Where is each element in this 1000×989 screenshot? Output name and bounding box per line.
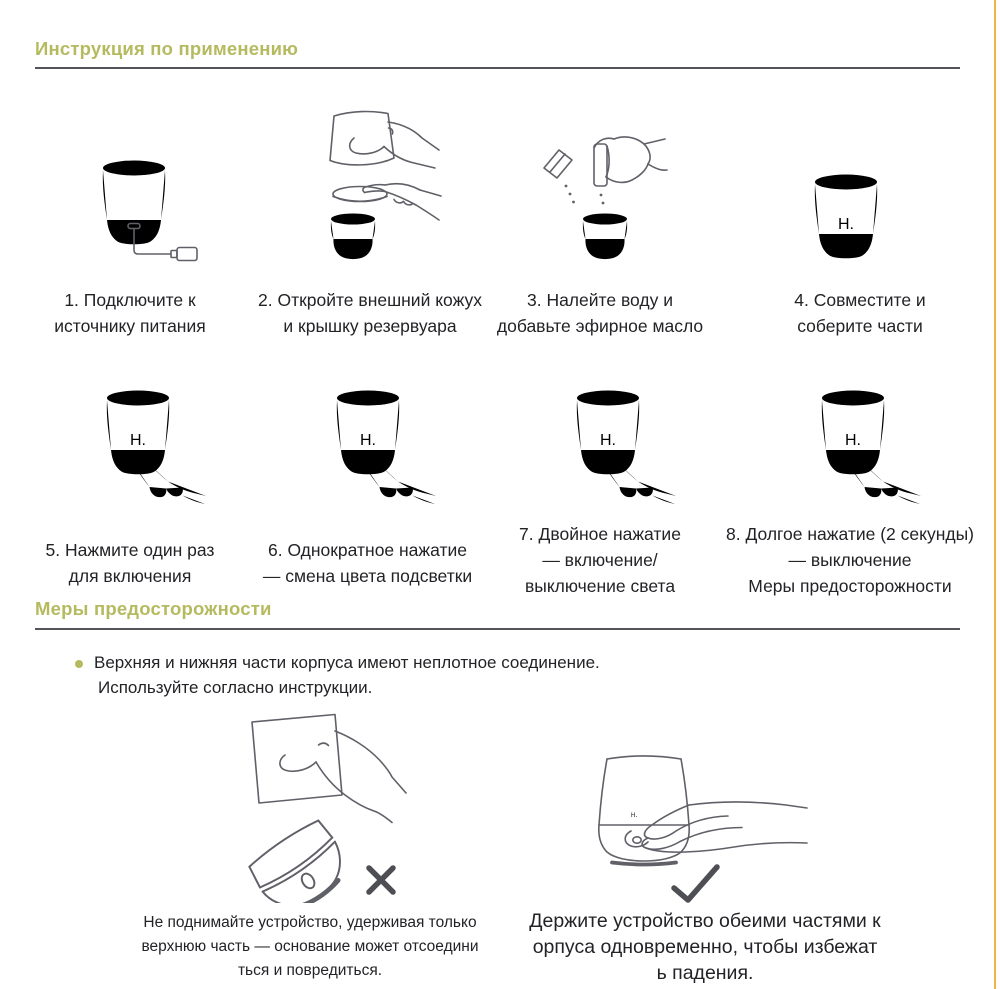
step-8-figure-long-press	[807, 388, 925, 508]
page-right-edge-line	[994, 0, 996, 989]
falling-base-unit	[245, 817, 355, 903]
wrong-handling-figure	[222, 698, 422, 903]
caption-line: 4. Совместите и	[794, 290, 926, 310]
caption-line: 1. Подключите к	[64, 290, 196, 310]
usb-plug-neck	[171, 251, 177, 258]
section-precautions-divider	[35, 628, 960, 630]
step-4-caption	[745, 287, 975, 339]
caption-line: 8. Долгое нажатие (2 секунды)	[725, 524, 975, 544]
caption-line: Держите устройство обеими частями к	[529, 910, 881, 932]
caption-line: — включение/	[542, 550, 658, 570]
caption-line: Меры предосторожности	[748, 576, 952, 596]
section-usage-title: Инструкция по применению	[35, 38, 299, 59]
caption-line: 7. Двойное нажатие	[519, 524, 681, 544]
caption-line: орпуса одновременно, чтобы избежат	[532, 936, 878, 958]
device-logo-label: H.	[630, 812, 638, 819]
right-handling-figure	[574, 748, 809, 910]
caption-line: источнику питания	[54, 316, 206, 336]
caption-line: Не поднимайте устройство, удерживая только	[143, 914, 477, 931]
caption-line: 2. Откройте внешний кожух	[258, 290, 482, 310]
step-7-caption	[495, 521, 705, 599]
step-1-figure-diffuser-with-power-cable	[88, 158, 208, 266]
caption-line: добавьте эфирное масло	[496, 316, 704, 336]
caption-line: соберите части	[797, 316, 923, 336]
caption-line: верхнюю часть — основание может отсоедини	[141, 938, 479, 955]
step-1-caption	[25, 287, 235, 339]
outer-cover	[252, 715, 342, 804]
step-6-figure-single-press	[322, 388, 440, 508]
section-usage-divider	[35, 67, 960, 69]
caption-line: — выключение	[788, 550, 912, 570]
step-3-figure-pour-water-add-oil	[528, 132, 670, 264]
section-precautions-title: Меры предосторожности	[35, 598, 272, 619]
step-8-caption	[710, 521, 990, 599]
caption-line: 3. Налейте воду и	[526, 290, 673, 310]
holding-hand	[689, 802, 807, 808]
step-5-caption	[30, 537, 230, 589]
precaution-bullet-text	[94, 650, 600, 700]
step-2-caption	[243, 287, 497, 339]
step-6-caption	[245, 537, 490, 589]
essential-oil-bottle	[594, 144, 607, 186]
wrong-handling-caption	[110, 911, 510, 983]
base-unit	[331, 214, 375, 260]
base-unit	[583, 214, 627, 260]
caption-line: 6. Однократное нажатие	[267, 540, 467, 560]
outer-cover	[330, 111, 394, 164]
x-mark-icon	[369, 868, 393, 892]
caption-line: ь падения.	[656, 962, 754, 984]
bullet-line: Верхняя и нижняя части корпуса имеют неплотное соединение.	[94, 653, 600, 672]
water-sachet	[544, 150, 572, 178]
usb-plug-icon	[177, 248, 197, 261]
step-7-figure-double-press	[562, 388, 680, 508]
hand-thumb	[350, 138, 384, 154]
bullet-dot	[75, 660, 83, 668]
step-2-figure-open-cover-and-lid	[308, 102, 448, 272]
hand-thumb	[280, 755, 316, 771]
caption-line: 5. Нажмите один раз	[45, 540, 215, 560]
device-body	[607, 756, 681, 759]
right-handling-caption	[505, 908, 905, 986]
caption-line: и крышку резервуара	[283, 316, 457, 336]
caption-line: ться и повредиться.	[237, 962, 383, 979]
caption-line: — смена цвета подсветки	[262, 566, 473, 586]
bullet-line: Используйте согласно инструкции.	[98, 678, 373, 697]
step-3-caption	[482, 287, 718, 339]
check-mark-icon	[674, 867, 717, 900]
caption-line: выключение света	[524, 576, 676, 596]
step-5-figure-press-once	[92, 388, 210, 508]
caption-line: для включения	[68, 566, 192, 586]
step-4-figure-assembled-diffuser	[800, 172, 892, 262]
